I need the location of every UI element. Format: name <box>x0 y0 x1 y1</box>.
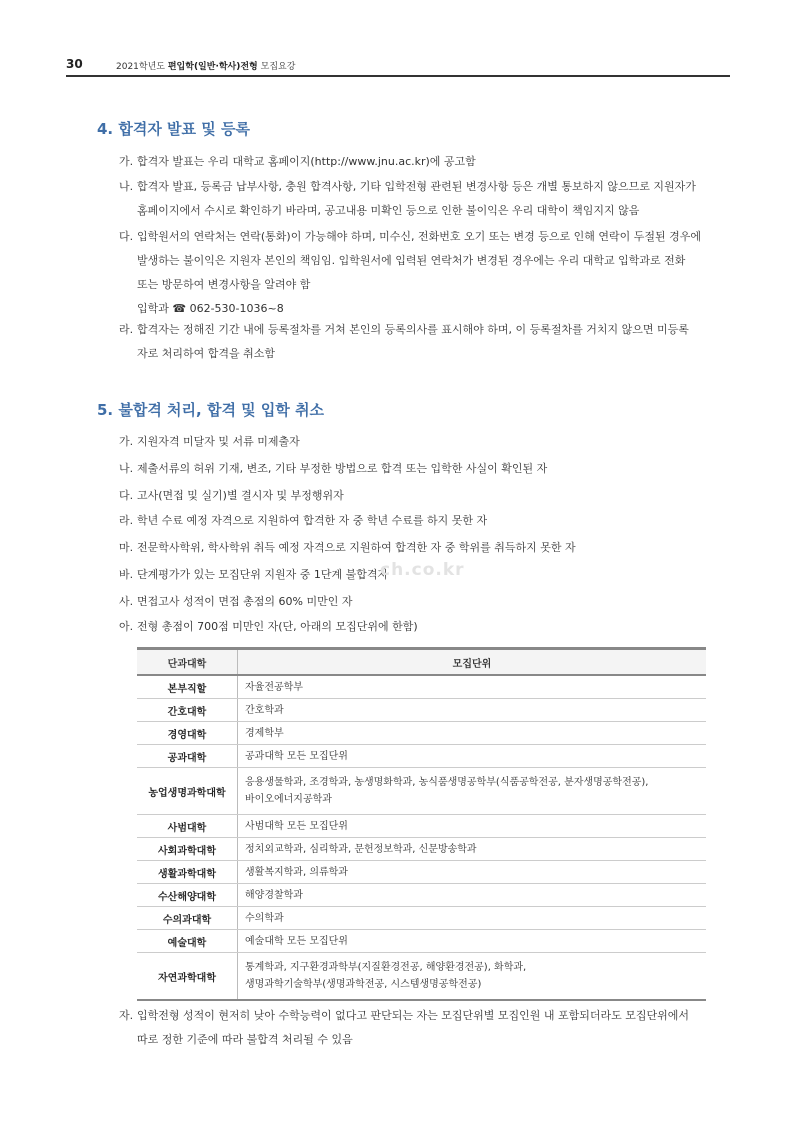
item-text-line: 발생하는 불이익은 지원자 본인의 책임임. 입학원서에 입력된 연락처가 변경된 경우에는 우리 대학교 입학과로 전화 <box>137 254 686 267</box>
item-text: 고사(면접 및 실기)별 결시자 및 부정행위자 <box>137 489 344 502</box>
item-text-line: 자로 처리하여 합격을 취소함 <box>137 347 276 360</box>
s4-item-da <box>119 225 719 321</box>
s5-item-sa <box>119 590 719 614</box>
s5-item-da <box>119 484 719 508</box>
college-cell: 수의과대학 <box>137 907 238 930</box>
units-cell: 수의학과 <box>238 907 707 930</box>
table-row <box>137 838 706 861</box>
college-cell: 생활과학대학 <box>137 861 238 884</box>
table-row <box>137 722 706 745</box>
table-row <box>137 675 706 699</box>
units-cell <box>238 953 707 1001</box>
units-cell: 정치외교학과, 심리학과, 문헌정보학과, 신문방송학과 <box>238 838 707 861</box>
table-row <box>137 861 706 884</box>
units-line: 응용생물학과, 조경학과, 농생명화학과, 농식품생명공학부(식품공학전공, 분자생명공학전공), <box>245 777 649 788</box>
s4-item-ga <box>119 150 719 174</box>
item-marker: 라. <box>119 514 134 527</box>
item-marker: 가. <box>119 155 134 168</box>
college-cell: 예술대학 <box>137 930 238 953</box>
table-row <box>137 907 706 930</box>
item-text-line: 입학전형 성적이 현저히 낮아 수학능력이 없다고 판단되는 자는 모집단위별 모집인원 내 포함되더라도 모집단위에서 <box>137 1009 690 1022</box>
item-marker: 아. <box>119 620 134 633</box>
units-line: 통계학과, 지구환경과학부(지질환경전공, 해양환경전공), 화학과, <box>245 962 527 973</box>
units-cell: 생활복지학과, 의류학과 <box>238 861 707 884</box>
item-text-line: 또는 방문하여 변경사항을 알려야 함 <box>137 278 311 291</box>
column-header-units: 모집단위 <box>238 649 707 676</box>
units-cell: 사범대학 모든 모집단위 <box>238 815 707 838</box>
units-cell: 공과대학 모든 모집단위 <box>238 745 707 768</box>
table-header-row <box>137 649 706 676</box>
item-text: 단계평가가 있는 모집단위 지원자 중 1단계 불합격자 <box>137 568 389 581</box>
units-cell: 예술대학 모든 모집단위 <box>238 930 707 953</box>
table-row <box>137 745 706 768</box>
item-text-line: 입학원서의 연락처는 연락(통화)이 가능해야 하며, 미수신, 전화번호 오기 또는 변경 등으로 인해 연락이 두절된 경우에 <box>137 230 701 243</box>
recruitment-units-table <box>137 647 706 1001</box>
college-cell: 경영대학 <box>137 722 238 745</box>
college-cell: 자연과학대학 <box>137 953 238 1001</box>
phone-contact: 입학과 ☎ 062-530-1036~8 <box>137 302 284 315</box>
item-marker: 가. <box>119 435 134 448</box>
header-title <box>116 59 295 72</box>
table-row <box>137 815 706 838</box>
item-marker: 자. <box>119 1009 134 1022</box>
units-line: 바이오에너지공학과 <box>245 794 332 805</box>
page-header <box>66 55 730 77</box>
s5-item-ja <box>119 1004 719 1052</box>
college-cell: 간호대학 <box>137 699 238 722</box>
section-5-title: 5. 불합격 처리, 합격 및 입학 취소 <box>97 401 325 419</box>
item-text: 합격자 발표는 우리 대학교 홈페이지(http://www.jnu.ac.kr)에 공고함 <box>137 155 476 168</box>
item-text: 학년 수료 예정 자격으로 지원하여 합격한 자 중 학년 수료를 하지 못한 자 <box>137 514 488 527</box>
college-cell: 본부직할 <box>137 675 238 699</box>
item-text: 전문학사학위, 학사학위 취득 예정 자격으로 지원하여 합격한 자 중 학위를 취득하지 못한 자 <box>137 541 576 554</box>
s5-item-ma <box>119 536 719 560</box>
s4-item-ra <box>119 318 719 366</box>
units-cell: 자율전공학부 <box>238 675 707 699</box>
units-cell: 경제학부 <box>238 722 707 745</box>
college-cell: 수산해양대학 <box>137 884 238 907</box>
s5-item-na <box>119 457 719 481</box>
item-text: 면접고사 성적이 면접 총점의 60% 미만인 자 <box>137 595 353 608</box>
header-title-suffix: 모집요강 <box>257 62 296 72</box>
s4-item-na <box>119 175 719 223</box>
table-row <box>137 699 706 722</box>
item-text-line: 따로 정한 기준에 따라 불합격 처리될 수 있음 <box>137 1033 353 1046</box>
college-cell: 사회과학대학 <box>137 838 238 861</box>
header-title-prefix: 2021학년도 <box>116 62 168 72</box>
s5-item-ga <box>119 430 719 454</box>
college-cell: 사범대학 <box>137 815 238 838</box>
table-row <box>137 884 706 907</box>
table-row <box>137 930 706 953</box>
item-text-line: 합격자 발표, 등록금 납부사항, 충원 합격사항, 기타 입학전형 관련된 변경사항 등은 개별 통보하지 않으므로 지원자가 <box>137 180 696 193</box>
item-marker: 다. <box>119 230 134 243</box>
section-4-title: 4. 합격자 발표 및 등록 <box>97 120 250 138</box>
item-marker: 바. <box>119 568 134 581</box>
college-cell: 공과대학 <box>137 745 238 768</box>
units-cell <box>238 768 707 815</box>
s5-item-a <box>119 615 719 639</box>
units-line: 생명과학기술학부(생명과학전공, 시스템생명공학전공) <box>245 979 482 990</box>
column-header-college: 단과대학 <box>137 649 238 676</box>
units-cell: 해양경찰학과 <box>238 884 707 907</box>
item-text: 전형 총점이 700점 미만인 자(단, 아래의 모집단위에 한함) <box>137 620 418 633</box>
item-marker: 나. <box>119 462 134 475</box>
header-title-bold: 편입학(일반·학사)전형 <box>167 62 258 72</box>
college-cell: 농업생명과학대학 <box>137 768 238 815</box>
page-number: 30 <box>66 57 83 71</box>
item-marker: 나. <box>119 180 134 193</box>
table-row <box>137 953 706 1001</box>
item-text-line: 홈페이지에서 수시로 확인하기 바라며, 공고내용 미확인 등으로 인한 불이익은 우리 대학이 책임지지 않음 <box>137 204 640 217</box>
item-marker: 라. <box>119 323 134 336</box>
item-text: 지원자격 미달자 및 서류 미제출자 <box>137 435 300 448</box>
item-marker: 다. <box>119 489 134 502</box>
item-marker: 마. <box>119 541 134 554</box>
watermark: ch.co.kr <box>380 560 465 580</box>
units-cell: 간호학과 <box>238 699 707 722</box>
s5-item-ra <box>119 509 719 533</box>
item-text-line: 합격자는 정해진 기간 내에 등록절차를 거쳐 본인의 등록의사를 표시해야 하며, 이 등록절차를 거치지 않으면 미등록 <box>137 323 689 336</box>
item-marker: 사. <box>119 595 134 608</box>
item-text: 제출서류의 허위 기재, 변조, 기타 부정한 방법으로 합격 또는 입학한 사실이 확인된 자 <box>137 462 548 475</box>
table-row <box>137 768 706 815</box>
